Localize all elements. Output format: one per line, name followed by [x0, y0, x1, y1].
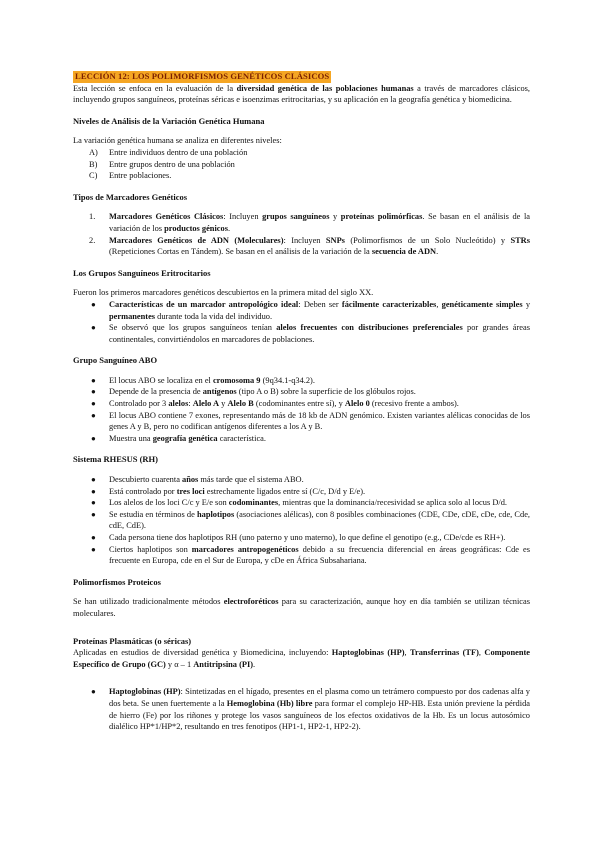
list-item: ● Depende de la presencia de antígenos (tipo A o B) sobre la superficie de los glóbulos rojos. — [91, 387, 416, 397]
list-item: ● Los alelos de los loci C/c y E/e son codominantes, mientras que la dominancia/recesividad se aplica solo al locus D/d. — [91, 498, 507, 508]
list-item: C) Entre poblaciones. — [89, 171, 172, 181]
bullet-icon: ● — [91, 387, 96, 397]
bullet-icon: ● — [91, 533, 96, 542]
tipos-list — [73, 211, 530, 257]
abo-list — [73, 375, 530, 445]
list-item: B) Entre grupos dentro de una población — [89, 159, 235, 169]
list-item: 2. Marcadores Genéticos de ADN (Moleculares): Incluyen SNPs (Polimorfismos de un Solo Nucleótido) y STRs (Repeticiones Cortas en Tándem). Se basan en el análisis de la variación de la secuencia de ADN. — [89, 235, 530, 257]
list-item: ● Se observó que los grupos sanguíneos tenían alelos frecuentes con distribuciones preferenciales por grandes áreas continentales, convirtiéndolos en marcadores de poblaciones. — [91, 323, 530, 344]
section-heading-polimorfismos: Polimorfismos Proteicos — [73, 576, 161, 587]
niveles-paragraph: La variación genética humana se analiza en diferentes niveles: — [73, 136, 282, 146]
list-item: ● Descubierto cuarenta años más tarde que el sistema ABO. — [91, 475, 304, 485]
bullet-icon: ● — [91, 475, 96, 485]
section-heading-niveles: Niveles de Análisis de la Variación Genética Humana — [73, 115, 265, 126]
bullet-icon: ● — [91, 399, 96, 409]
bullet-icon: ● — [91, 375, 96, 385]
section-heading-eritrocitarios: Los Grupos Sanguíneos Eritrocitarios — [73, 267, 211, 278]
rhesus-list — [73, 474, 530, 567]
list-item: ● Ciertos haplotipos son marcadores antropogenéticos debido a su frecuencia diferencial en áreas geográficas: Cde es frecuente en Europa, cde en el Sur de Europa, y cDe en África Subsahariana. — [91, 544, 530, 566]
bullet-icon: ● — [91, 687, 96, 697]
list-item: ● El locus ABO se localiza en el cromosoma 9 (9q34.1-q34.2). — [91, 375, 315, 385]
section-heading-abo: Grupo Sanguíneo ABO — [73, 355, 158, 366]
list-item: ● Características de un marcador antropológico ideal: Deben ser fácilmente caracterizables, genéticamente simples y permanentes durante toda la vida del individuo. — [91, 299, 531, 321]
plasmaticas-paragraph: Aplicadas en estudios de diversidad genética y Biomedicina, incluyendo: Haptoglobinas (HP), Transferrinas (TF), Componente Específico de Grupo (GC) y α – 1 Antitripsina (PI). — [73, 648, 530, 669]
bullet-icon: ● — [91, 509, 96, 519]
section-heading-rhesus: Sistema RHESUS (RH) — [73, 454, 159, 465]
bullet-icon: ● — [91, 410, 96, 420]
bullet-icon: ● — [91, 486, 96, 496]
lesson-title: LECCIÓN 12: LOS POLIMORFISMOS GENÉTICOS CLÁSICOS — [75, 71, 330, 81]
section-heading-tipos: Tipos de Marcadores Genéticos — [73, 191, 188, 202]
bullet-icon: ● — [91, 433, 96, 443]
niveles-list — [73, 147, 530, 182]
bullet-icon: ● — [91, 299, 96, 309]
eritro-paragraph: Fueron los primeros marcadores genéticos descubiertos en la primera mitad del siglo XX. — [73, 288, 374, 298]
plasmaticas-list — [73, 686, 530, 732]
eritro-list — [73, 299, 530, 345]
bullet-icon: ● — [91, 323, 96, 333]
list-item: 1. Marcadores Genéticos Clásicos: Incluyen grupos sanguíneos y proteínas polimórficas. Se basan en el análisis de la variación de los productos génicos. — [89, 212, 530, 233]
list-item: ● Está controlado por tres loci estrechamente ligados entre sí (C/c, D/d y E/e). — [91, 486, 366, 496]
list-item: ● Muestra una geografía genética característica. — [91, 433, 266, 443]
list-item: ● Controlado por 3 alelos: Alelo A y Alelo B (codominantes entre sí), y Alelo 0 (recesivo frente a ambos). — [91, 399, 459, 409]
list-item: ● Haptoglobinas (HP): Sintetizadas en el hígado, presentes en el plasma como un tetrámero compuesto por dos cadenas alfa y dos beta. Se unen fuertemente a la Hemoglobina (Hb) libre para formar el complejo HP-HB. Esta unión previene la pérdida de hierro (Fe) por los riñones y protege los vasos sanguíneos de los efectos oxidativos de la Hb. Es un locus autosómico dialélico HP*1/HP*2, resultando en tres fenotipos (HP1-1, HP2-1, HP2-2). — [91, 687, 530, 732]
bullet-icon: ● — [91, 498, 96, 508]
list-item: ● El locus ABO contiene 7 exones, representando más de 18 kb de ADN genómico. Existen variantes alélicas conocidas de los genes A y B, pero no codifican antígenos diferentes a los A y B. — [91, 410, 530, 432]
list-item: ● Cada persona tiene dos haplotipos RH (uno paterno y uno materno), lo que define el genotipo (e.g., CDe/cde es RH+). — [91, 533, 506, 542]
polimorfismos-paragraph: Se han utilizado tradicionalmente métodos electroforéticos para su caracterización, aunque hoy en día también se utilizan técnicas moleculares. — [73, 597, 530, 618]
section-heading-plasmaticas: Proteínas Plasmáticas (o séricas) — [73, 635, 192, 646]
intro-paragraph: Esta lección se enfoca en la evaluación de la diversidad genética de las poblaciones humanas a través de marcadores clásicos, incluyendo grupos sanguíneos, proteínas séricas e isoenzimas eritrocitarias, y su aplicación en la geografía genética y biomedicina. — [73, 83, 530, 105]
list-item: ● Se estudia en términos de haplotipos (asociaciones alélicas), con 8 posibles combinaciones (CDE, CDe, cDE, cDe, cde, Cde, cdE, CdE). — [91, 509, 531, 531]
bullet-icon: ● — [91, 544, 96, 554]
list-item: A) Entre individuos dentro de una población — [89, 147, 248, 157]
